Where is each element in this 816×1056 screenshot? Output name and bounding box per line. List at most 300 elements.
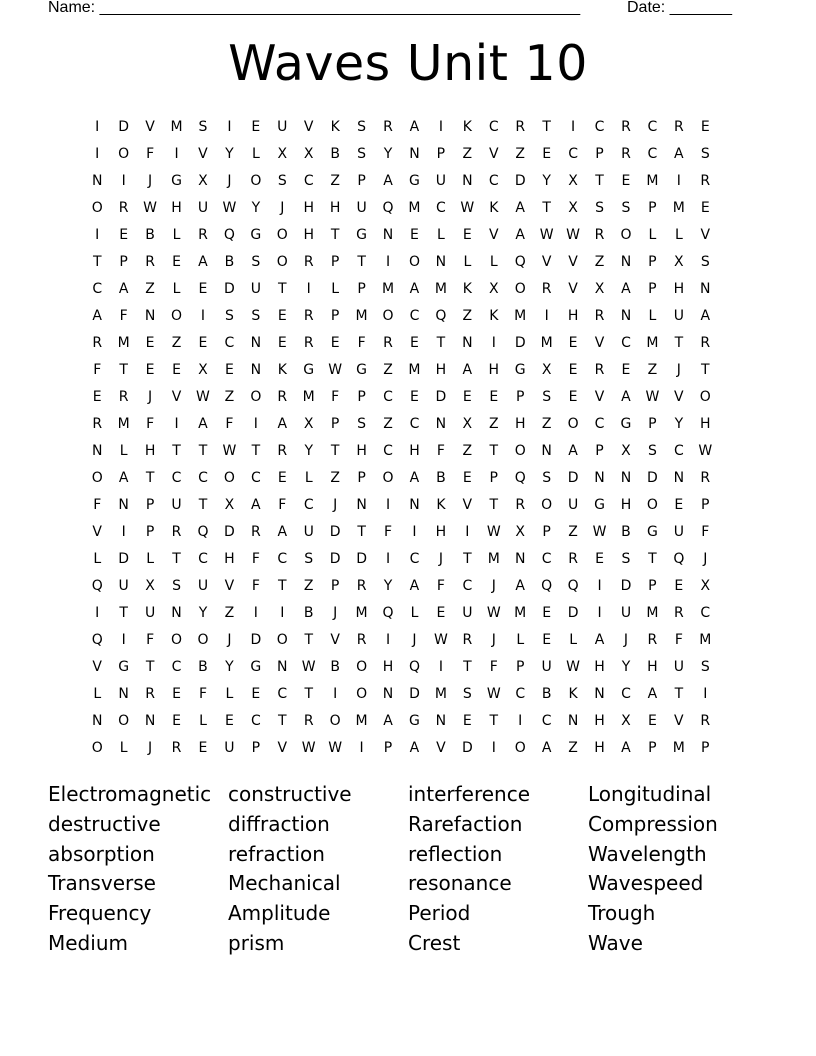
grid-letter: S [172, 577, 181, 594]
grid-letter: C [568, 145, 578, 162]
grid-letter: D [461, 739, 473, 756]
grid-letter: L [437, 226, 445, 243]
grid-letter: E [224, 361, 234, 378]
grid-letter: I [359, 739, 364, 756]
grid-letter: C [488, 172, 499, 189]
grid-letter: P [648, 577, 657, 594]
grid-letter: W [486, 604, 501, 621]
word-list-item: absorption [48, 841, 155, 866]
grid-letter: D [435, 388, 447, 405]
grid-letter: D [620, 577, 632, 594]
grid-letter: X [198, 361, 208, 378]
grid-letter: W [566, 226, 581, 243]
grid-letter: O [91, 199, 103, 216]
grid-letter: M [646, 334, 659, 351]
grid-letter: P [595, 442, 604, 459]
grid-letter: H [303, 226, 314, 243]
grid-letter: H [224, 550, 235, 567]
grid-letter: A [277, 415, 288, 432]
grid-letter: H [435, 523, 447, 540]
grid-letter: R [198, 226, 208, 243]
grid-letter: C [541, 550, 552, 567]
grid-letter: R [621, 118, 631, 135]
grid-letter: T [172, 550, 181, 567]
grid-letter: T [119, 361, 128, 378]
grid-letter: I [597, 577, 602, 594]
grid-letter: X [488, 280, 499, 297]
grid-letter: R [171, 523, 182, 540]
grid-letter: N [277, 658, 288, 675]
grid-letter: F [357, 334, 366, 351]
grid-letter: I [703, 685, 708, 702]
grid-letter: W [301, 739, 316, 756]
grid-letter: C [171, 469, 182, 486]
grid-letter: E [224, 712, 234, 729]
word-list-item: Crest [408, 930, 461, 955]
grid-letter: C [198, 550, 208, 567]
word-list-item: Wavelength [588, 841, 707, 866]
grid-row [84, 356, 719, 383]
grid-letter: X [674, 253, 684, 270]
grid-letter: O [408, 253, 420, 270]
grid-letter: O [567, 415, 579, 432]
word-list-item: Frequency [48, 901, 152, 926]
grid-letter: I [491, 739, 496, 756]
grid-letter: Q [435, 307, 447, 324]
grid-letter: S [542, 388, 552, 405]
grid-letter: H [435, 361, 447, 378]
grid-letter: V [541, 253, 552, 270]
grid-letter: T [278, 712, 287, 729]
grid-letter: C [250, 469, 261, 486]
grid-letter: I [385, 496, 391, 513]
grid-letter: E [172, 253, 181, 270]
grid-letter: I [491, 334, 496, 351]
grid-letter: A [409, 118, 420, 135]
grid-row [84, 545, 719, 572]
grid-letter: C [92, 280, 103, 297]
grid-letter: I [412, 523, 417, 540]
grid-letter: Y [383, 145, 393, 162]
grid-letter: N [250, 361, 262, 378]
grid-row [84, 275, 719, 302]
grid-letter: T [436, 334, 446, 351]
word-list-item: Transverse [48, 871, 156, 896]
grid-letter: H [171, 199, 182, 216]
grid-letter: C [409, 415, 420, 432]
grid-letter: E [277, 334, 287, 351]
grid-letter: T [463, 550, 472, 567]
grid-letter: T [145, 469, 155, 486]
grid-letter: S [277, 172, 287, 189]
grid-letter: T [357, 253, 366, 270]
grid-letter: S [595, 199, 604, 216]
grid-letter: P [648, 280, 657, 297]
grid-letter: R [568, 550, 578, 567]
grid-letter: W [328, 361, 343, 378]
grid-letter: R [673, 604, 684, 621]
grid-letter: U [250, 280, 261, 297]
grid-letter: D [356, 550, 367, 567]
grid-letter: U [356, 199, 367, 216]
grid-letter: Y [674, 415, 684, 432]
word-list-item: Trough [588, 901, 656, 926]
grid-letter: K [277, 361, 287, 378]
grid-letter: X [198, 172, 208, 189]
grid-letter: X [462, 415, 473, 432]
grid-letter: A [409, 469, 420, 486]
grid-letter: T [304, 631, 313, 648]
grid-letter: M [699, 631, 712, 648]
grid-letter: U [435, 172, 447, 189]
grid-letter: P [515, 388, 525, 405]
grid-letter: O [118, 145, 130, 162]
grid-letter: L [489, 253, 498, 270]
grid-letter: T [330, 442, 340, 459]
grid-letter: W [433, 631, 448, 648]
grid-letter: T [489, 496, 499, 513]
grid-letter: D [224, 280, 235, 297]
grid-letter: O [197, 631, 209, 648]
grid-letter: P [357, 172, 366, 189]
grid-letter: O [699, 388, 711, 405]
grid-letter: S [224, 307, 234, 324]
grid-letter: D [329, 550, 341, 567]
grid-row [84, 410, 719, 437]
grid-letter: U [277, 118, 288, 135]
grid-letter: O [276, 253, 288, 270]
grid-letter: Q [541, 577, 553, 594]
grid-letter: H [620, 496, 632, 513]
grid-letter: W [566, 658, 581, 675]
grid-letter: G [171, 172, 182, 189]
grid-letter: S [357, 118, 367, 135]
grid-letter: E [462, 226, 472, 243]
grid-letter: O [514, 739, 526, 756]
grid-letter: T [648, 550, 657, 567]
word-list-item: destructive [48, 811, 161, 836]
grid-letter: A [251, 496, 261, 513]
grid-letter: Y [198, 604, 208, 621]
name-line: Name: ______________________________________________________ [48, 0, 581, 16]
grid-letter: R [515, 118, 526, 135]
grid-letter: Q [91, 631, 103, 648]
grid-letter: Z [224, 388, 235, 405]
grid-letter: X [277, 145, 288, 162]
grid-letter: A [383, 712, 393, 729]
grid-letter: X [541, 361, 552, 378]
grid-letter: Z [330, 469, 340, 486]
grid-letter: Y [225, 145, 234, 162]
grid-letter: R [145, 685, 155, 702]
grid-letter: I [95, 118, 100, 135]
grid-letter: Y [304, 442, 313, 459]
grid-letter: Q [223, 226, 235, 243]
grid-letter: O [620, 226, 632, 243]
grid-letter: L [410, 604, 419, 621]
grid-letter: R [647, 631, 658, 648]
grid-letter: P [330, 577, 340, 594]
grid-row [84, 248, 719, 275]
grid-letter: N [144, 307, 156, 324]
grid-letter: B [198, 658, 208, 675]
grid-letter: I [121, 631, 126, 648]
grid-letter: O [91, 739, 103, 756]
grid-letter: S [357, 145, 367, 162]
grid-letter: M [117, 334, 130, 351]
grid-letter: U [620, 604, 632, 621]
grid-letter: N [673, 469, 685, 486]
grid-letter: E [92, 388, 102, 405]
grid-letter: J [676, 361, 681, 378]
grid-letter: P [648, 415, 657, 432]
grid-letter: E [489, 388, 499, 405]
grid-letter: U [144, 604, 156, 621]
grid-letter: R [700, 172, 711, 189]
grid-letter: F [251, 577, 260, 594]
grid-letter: Z [541, 415, 552, 432]
grid-letter: N [171, 604, 182, 621]
grid-letter: M [381, 280, 395, 297]
grid-letter: E [198, 280, 208, 297]
grid-letter: K [462, 280, 472, 297]
grid-letter: N [620, 253, 632, 270]
word-list-item: Medium [48, 930, 128, 955]
grid-letter: O [382, 307, 394, 324]
grid-letter: R [118, 199, 129, 216]
grid-row [84, 329, 719, 356]
grid-letter: E [145, 334, 155, 351]
grid-letter: W [592, 523, 607, 540]
grid-letter: J [148, 172, 153, 189]
grid-letter: E [251, 685, 261, 702]
grid-letter: F [701, 523, 710, 540]
grid-letter: G [118, 658, 130, 675]
grid-letter: K [568, 685, 578, 702]
grid-letter: S [621, 199, 631, 216]
grid-letter: O [382, 469, 394, 486]
grid-row [84, 734, 719, 761]
grid-letter: I [227, 118, 232, 135]
grid-letter: J [491, 631, 496, 648]
grid-letter: J [333, 496, 338, 513]
grid-letter: E [198, 334, 208, 351]
grid-letter: Z [462, 307, 473, 324]
grid-letter: T [251, 442, 261, 459]
grid-letter: U [224, 739, 235, 756]
grid-letter: B [541, 685, 552, 702]
grid-letter: N [356, 496, 367, 513]
grid-letter: N [700, 280, 711, 297]
grid-letter: M [355, 604, 368, 621]
word-list-item: constructive [228, 782, 352, 806]
word-list-item: diffraction [228, 811, 330, 836]
grid-row [84, 572, 719, 599]
grid-letter: K [436, 496, 446, 513]
grid-letter: U [118, 577, 129, 594]
grid-letter: M [408, 361, 421, 378]
grid-letter: W [143, 199, 158, 216]
grid-letter: T [357, 523, 366, 540]
grid-letter: K [462, 118, 472, 135]
grid-letter: R [383, 118, 393, 135]
grid-letter: Q [567, 577, 579, 594]
grid-letter: S [304, 550, 314, 567]
grid-letter: X [568, 172, 578, 189]
grid-letter: U [197, 577, 209, 594]
grid-letter: M [408, 199, 421, 216]
grid-letter: C [541, 712, 552, 729]
grid-letter: Z [171, 334, 182, 351]
grid-letter: E [700, 199, 710, 216]
grid-letter: H [382, 658, 394, 675]
grid-letter: L [516, 631, 525, 648]
grid-letter: H [700, 415, 711, 432]
grid-letter: C [224, 334, 235, 351]
grid-letter: E [410, 226, 419, 243]
grid-letter: N [462, 334, 473, 351]
grid-letter: O [250, 172, 262, 189]
grid-letter: R [277, 442, 288, 459]
grid-letter: C [647, 118, 658, 135]
grid-letter: C [277, 685, 288, 702]
grid-row [84, 221, 719, 248]
grid-row [84, 680, 719, 707]
grid-letter: F [674, 631, 683, 648]
grid-letter: T [489, 712, 499, 729]
grid-letter: I [95, 145, 100, 162]
grid-letter: P [145, 523, 155, 540]
grid-letter: P [542, 523, 551, 540]
grid-letter: E [542, 631, 552, 648]
grid-letter: J [438, 550, 443, 567]
grid-letter: R [145, 253, 155, 270]
grid-letter: A [541, 739, 552, 756]
grid-letter: X [621, 712, 631, 729]
grid-letter: X [515, 523, 526, 540]
grid-letter: M [487, 550, 500, 567]
grid-letter: X [145, 577, 155, 594]
grid-letter: N [435, 712, 447, 729]
grid-row [84, 302, 719, 329]
grid-letter: E [277, 307, 287, 324]
grid-letter: M [355, 307, 368, 324]
grid-letter: Z [303, 577, 314, 594]
grid-letter: T [542, 199, 551, 216]
grid-letter: W [328, 739, 343, 756]
grid-letter: C [700, 604, 711, 621]
grid-letter: Q [382, 604, 394, 621]
grid-letter: G [356, 361, 368, 378]
grid-letter: O [118, 712, 130, 729]
grid-letter: R [700, 334, 711, 351]
grid-letter: I [333, 685, 338, 702]
grid-letter: N [594, 469, 605, 486]
grid-letter: Q [197, 523, 209, 540]
grid-letter: F [93, 361, 102, 378]
grid-letter: K [489, 307, 499, 324]
grid-letter: W [486, 523, 501, 540]
grid-letter: R [700, 469, 711, 486]
grid-letter: R [356, 631, 367, 648]
grid-letter: D [118, 550, 130, 567]
grid-letter: V [700, 226, 711, 243]
grid-letter: E [674, 496, 684, 513]
word-list-item: Electromagnetic [48, 782, 212, 806]
grid-letter: V [674, 388, 684, 405]
grid-letter: D [514, 172, 526, 189]
grid-letter: D [409, 685, 420, 702]
grid-letter: T [278, 280, 287, 297]
grid-letter: Y [621, 658, 631, 675]
grid-letter: O [250, 388, 262, 405]
grid-letter: F [251, 550, 260, 567]
grid-letter: G [250, 226, 262, 243]
grid-letter: W [645, 388, 660, 405]
grid-letter: I [95, 604, 100, 621]
word-list-item: Amplitude [228, 901, 331, 926]
grid-letter: Z [383, 361, 393, 378]
grid-letter: S [647, 442, 657, 459]
grid-letter: I [95, 226, 100, 243]
grid-letter: Z [224, 604, 235, 621]
grid-letter: V [198, 145, 208, 162]
grid-letter: E [542, 604, 552, 621]
grid-letter: R [594, 307, 605, 324]
grid-letter: O [171, 631, 183, 648]
grid-letter: Z [647, 361, 658, 378]
grid-letter: T [304, 685, 313, 702]
grid-letter: U [462, 604, 473, 621]
grid-letter: V [488, 226, 499, 243]
grid-letter: L [674, 226, 683, 243]
grid-letter: M [302, 388, 315, 405]
grid-letter: C [515, 685, 526, 702]
grid-letter: L [119, 442, 128, 459]
word-list-item: Longitudinal [588, 782, 712, 806]
grid-letter: E [595, 550, 604, 567]
grid-letter: U [673, 658, 684, 675]
grid-letter: C [621, 334, 631, 351]
grid-letter: G [250, 658, 262, 675]
grid-letter: L [93, 550, 102, 567]
grid-letter: R [541, 280, 552, 297]
grid-letter: N [250, 334, 262, 351]
grid-letter: C [383, 388, 393, 405]
grid-letter: O [171, 307, 183, 324]
grid-letter: E [436, 604, 446, 621]
grid-letter: Q [408, 658, 420, 675]
grid-letter: B [303, 604, 314, 621]
grid-letter: G [594, 496, 605, 513]
grid-letter: J [148, 388, 153, 405]
grid-letter: V [303, 118, 314, 135]
grid-letter: H [594, 712, 605, 729]
grid-letter: Z [462, 442, 473, 459]
grid-letter: X [568, 199, 578, 216]
grid-letter: N [435, 253, 447, 270]
grid-letter: F [436, 442, 445, 459]
grid-letter: H [514, 415, 526, 432]
grid-letter: H [594, 658, 605, 675]
grid-letter: D [224, 523, 235, 540]
grid-letter: E [542, 145, 552, 162]
grid-letter: A [594, 631, 605, 648]
grid-letter: B [330, 658, 340, 675]
grid-letter: M [434, 280, 447, 297]
grid-letter: M [434, 685, 447, 702]
grid-letter: J [412, 631, 417, 648]
